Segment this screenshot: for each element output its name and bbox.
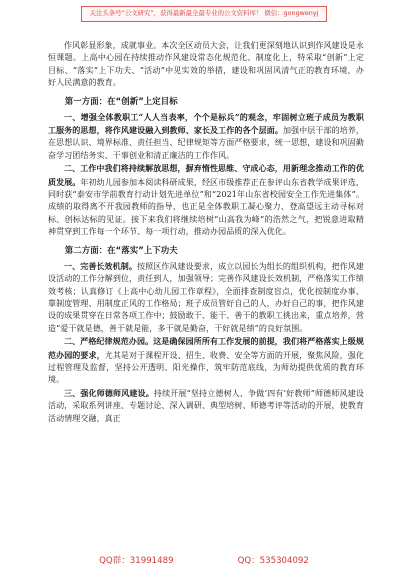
section-heading-1: 第一方面：在“创新”上定目标 <box>64 95 178 106</box>
paragraph-text: 加强中层干部的培养，在思想认识、境界标准、责任担当、纪律规矩等方面严格要求，统一思想，建设和巩固勤奋学习团结务实、干事创业和清正廉洁的工作作风。 <box>48 126 364 160</box>
document-body <box>48 40 364 540</box>
qq-number: QQ：535304092 <box>237 556 309 566</box>
footer-contacts <box>0 554 408 566</box>
paragraph-lead: 一、完善长效机制。 <box>64 260 137 271</box>
paragraph-1-2 <box>48 162 364 238</box>
paragraph-lead: 三、强化师德师风建设。 <box>64 387 154 398</box>
qq-group-number: QQ群：31991489 <box>99 556 174 566</box>
paragraph-2-2 <box>48 335 364 387</box>
paragraph-2-3 <box>48 387 364 425</box>
paragraph-1-1 <box>48 111 364 163</box>
paragraph-text: 年初幼儿园参加本阅读科研成果，经区市级推荐正在参评山东省教学成果评选，同时获“泰安市学前教育行动计划先进单位”和“2021年山东省校园安全工作先进集体”。成绩的取得离不开我园教师的指导，也正是全体教职工凝心聚力、登高望远主动寻标对标、创标达标的见证。接下来我们将继续培树“山高我为峰”的浩然之气，把锐意进取精神贯穿到工作每一个环节、每一项行动，推动办园品质的深入优化。 <box>48 177 365 237</box>
paragraph-intro <box>48 40 364 90</box>
section-heading-2: 第二方面：在“落实”上下功夫 <box>64 244 178 255</box>
paragraph-lead: 二、工作中我们将持续解放思想，摒弃惰性思维、守成心态，用新理念推动工作的优质发展。 <box>48 163 364 187</box>
paragraph-text: 按照区作风建设要求，成立以园长为组长的组织机构，把作风建设活动的工作分解到位，责任到人，加强领导；完善作风建设长效机制，严格落实工作绩效考核；认真修订《上高中心幼儿园工作章程》，全面排查制度盲点，优化按制度办事、靠制度管理、用制度正风的工作格局；班子成员管好自己的人，办好自己的事，把作风建设的成果贯穿在日常各项工作中；鼓励敢干、能干、善干的教职工挑出来，重点培养，营造“爱干就是德，善干就是能，多干就是勤奋，干好就是绩”的良好氛围。 <box>48 261 365 333</box>
top-banner <box>0 0 408 28</box>
promo-banner-text: 关注头条号“公文研究”，获得最新最全最专业的公文资料库！ 微信：gongwenyj <box>81 6 328 22</box>
paragraph-text: 持续开展“坚持立德树人、争做‘四有’好教师”师德师风建设活动，采取系列讲座、专题讨论、深入调研、典型培树、师德考评等活动的开展，使教育活动情理交融，真正 <box>48 388 364 423</box>
paragraph-lead: 二、严格纪律规范办园。这是确保园所所有工作发展的前提，我们将严格落实上级规范办园的要求， <box>48 336 364 360</box>
paragraph-text: 作风彰显形象，成就事业。本次全区动员大会，让我们更深刻地认识到作风建设是永恒课题。上高中心园在持续推动作风建设常态化规范化、制度化上，特采取“创新”上定目标、“落实”上下功夫、“活动”中见实效的举措，建设和巩固风清气正的教育环境，办好人民满意的教育。 <box>48 41 364 88</box>
paragraph-text: 尤其是对于课程开设、招生、收费、安全等方面的开展，聚焦风险，强化过程管理及监督，坚持公开透明、阳光操作，筑牢防范底线，为师幼提供优质的教育环境。 <box>48 350 364 385</box>
paragraph-lead: 一、增强全体教职工“人人当表率，个个是标兵”的观念，牢固树立班子成员为教职工服务的思想，将作风建设融入到教师、家长及工作的各个层面。 <box>48 111 364 136</box>
paragraph-2-1 <box>48 260 364 335</box>
